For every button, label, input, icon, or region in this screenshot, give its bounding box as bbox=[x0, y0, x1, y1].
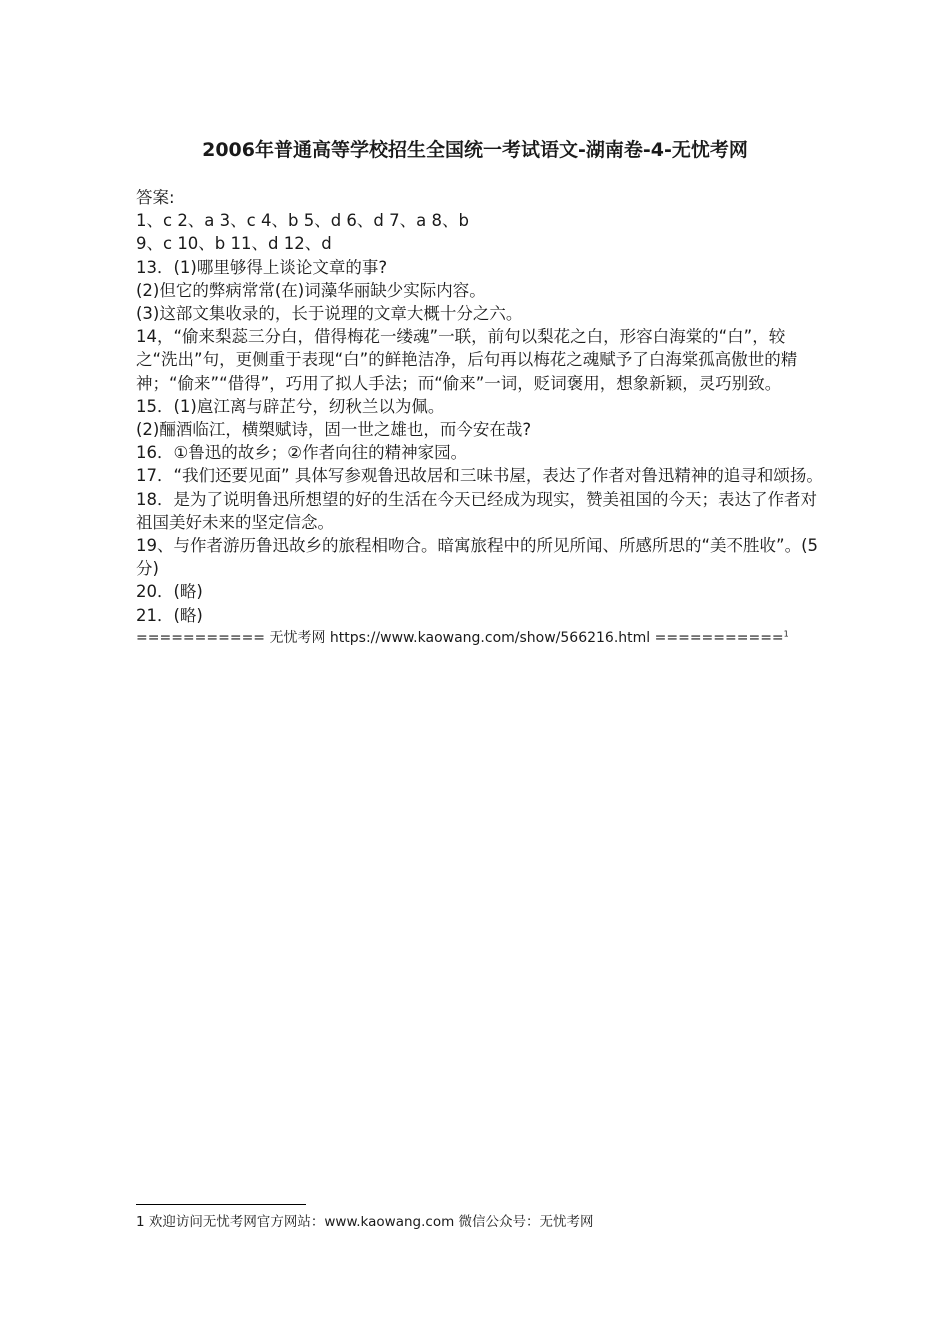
answer-line: 16．①鲁迅的故乡；②作者向往的精神家园。 bbox=[136, 443, 468, 463]
answers-label: 答案: bbox=[136, 188, 175, 207]
footnote-mark: 1 bbox=[783, 629, 789, 639]
answer-line: 19、与作者游历鲁迅故乡的旅程相吻合。暗寓旅程中的所见所闻、所感所思的“美不胜收”。(5分) bbox=[136, 536, 819, 579]
footnote-divider bbox=[136, 1204, 306, 1205]
answer-line: 20．(略) bbox=[136, 582, 203, 602]
answer-line: 15．(1)扈江离与辟芷兮，纫秋兰以为佩。 bbox=[136, 396, 445, 416]
source-separator-text: =========== 无忧考网 https://www.kaowang.com/show/566216.html =========== bbox=[136, 629, 784, 646]
answer-line: (3)这部文集收录的，长于说理的文章大概十分之六。 bbox=[136, 304, 523, 324]
footnote-text: 1 欢迎访问无忧考网官方网站：www.kaowang.com 微信公众号：无忧考网 bbox=[136, 1214, 594, 1230]
answer-line: (2)酾酒临江，横槊赋诗，固一世之雄也，而今安在哉? bbox=[136, 420, 532, 440]
answer-line: 14，“偷来梨蕊三分白，借得梅花一缕魂”一联，前句以梨花之白，形容白海棠的“白”，较之“洗出”句，更侧重于表现“白”的鲜艳洁净，后句再以梅花之魂赋予了白海棠孤高傲世的精神；“偷来”“借得”，巧用了拟人手法；而“偷来”一词，贬词褒用，想象新颖，灵巧别致。 bbox=[136, 327, 798, 393]
answer-line: 21．(略) bbox=[136, 605, 203, 625]
answer-line: 18．是为了说明鲁迅所想望的好的生活在今天已经成为现实，赞美祖国的今天；表达了作者对祖国美好未来的坚定信念。 bbox=[136, 489, 817, 532]
document-title: 2006年普通高等学校招生全国统一考试语文-湖南卷-4-无忧考网 bbox=[202, 139, 748, 161]
source-separator bbox=[136, 627, 826, 650]
answer-line: 13．(1)哪里够得上谈论文章的事? bbox=[136, 257, 388, 277]
answer-section bbox=[136, 186, 826, 650]
answer-line: 1、c 2、a 3、c 4、b 5、d 6、d 7、a 8、b bbox=[136, 211, 469, 231]
answer-line: (2)但它的弊病常常(在)词藻华丽缺少实际内容。 bbox=[136, 280, 486, 300]
answer-line: 9、c 10、b 11、d 12、d bbox=[136, 234, 332, 254]
answer-line: 17．“我们还要见面” 具体写参观鲁迅故居和三味书屋，表达了作者对鲁迅精神的追寻和颂扬。 bbox=[136, 466, 823, 486]
